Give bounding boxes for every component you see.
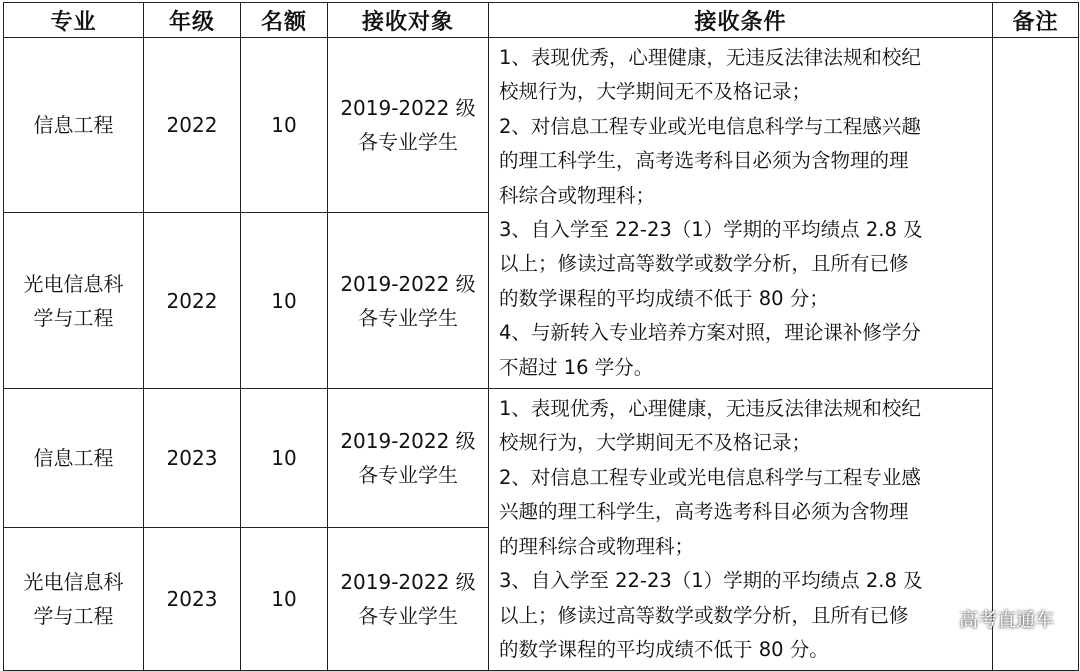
transfer-quota-table — [3, 2, 1079, 671]
conditions-cell: 1、表现优秀，心理健康，无违反法律法规和校纪 校规行为，大学期间无不及格记录； 2、对信息工程专业或光电信息科学与工程专业感 兴趣的理工科学生，高考选考科目必须为含物理 的理科综合或物理科； 3、自入学至 22-23（1）学期的平均绩点 2.8 及 以上；修读过高等数学或数学分析，且所有已修 的数学课程的平均成绩不低于 80 分。 — [489, 389, 993, 671]
quota-cell: 10 — [241, 213, 328, 389]
header-major: 专业 — [4, 3, 144, 38]
grade-cell: 2023 — [144, 528, 241, 671]
target-cell: 2019-2022 级 各专业学生 — [328, 528, 489, 671]
grade-cell: 2022 — [144, 213, 241, 389]
quota-cell: 10 — [241, 389, 328, 528]
target-cell: 2019-2022 级 各专业学生 — [328, 213, 489, 389]
watermark: 高考直通车 — [958, 609, 1054, 631]
header-grade: 年级 — [144, 3, 241, 38]
major-cell: 光电信息科 学与工程 — [4, 213, 144, 389]
target-cell: 2019-2022 级 各专业学生 — [328, 389, 489, 528]
remarks-cell — [993, 38, 1079, 671]
target-cell: 2019-2022 级 各专业学生 — [328, 38, 489, 213]
conditions-cell: 1、表现优秀，心理健康，无违反法律法规和校纪 校规行为，大学期间无不及格记录； 2、对信息工程专业或光电信息科学与工程感兴趣 的理工科学生，高考选考科目必须为含物理的理 科综合或物理科； 3、自入学至 22-23（1）学期的平均绩点 2.8 及 以上；修读过高等数学或数学分析，且所有已修 的数学课程的平均成绩不低于 80 分； 4、与新转入专业培养方案对照，理论课补修学分 不超过 16 学分。 — [489, 38, 993, 389]
grade-cell: 2023 — [144, 389, 241, 528]
major-cell: 光电信息科 学与工程 — [4, 528, 144, 671]
quota-cell: 10 — [241, 38, 328, 213]
header-quota: 名额 — [241, 3, 328, 38]
major-cell: 信息工程 — [4, 38, 144, 213]
header-row — [4, 3, 1079, 38]
major-cell: 信息工程 — [4, 389, 144, 528]
header-conditions: 接收条件 — [489, 3, 993, 38]
table-row — [4, 38, 1079, 213]
grade-cell: 2022 — [144, 38, 241, 213]
header-target: 接收对象 — [328, 3, 489, 38]
quota-cell: 10 — [241, 528, 328, 671]
table-row — [4, 389, 1079, 528]
header-remarks: 备注 — [993, 3, 1079, 38]
